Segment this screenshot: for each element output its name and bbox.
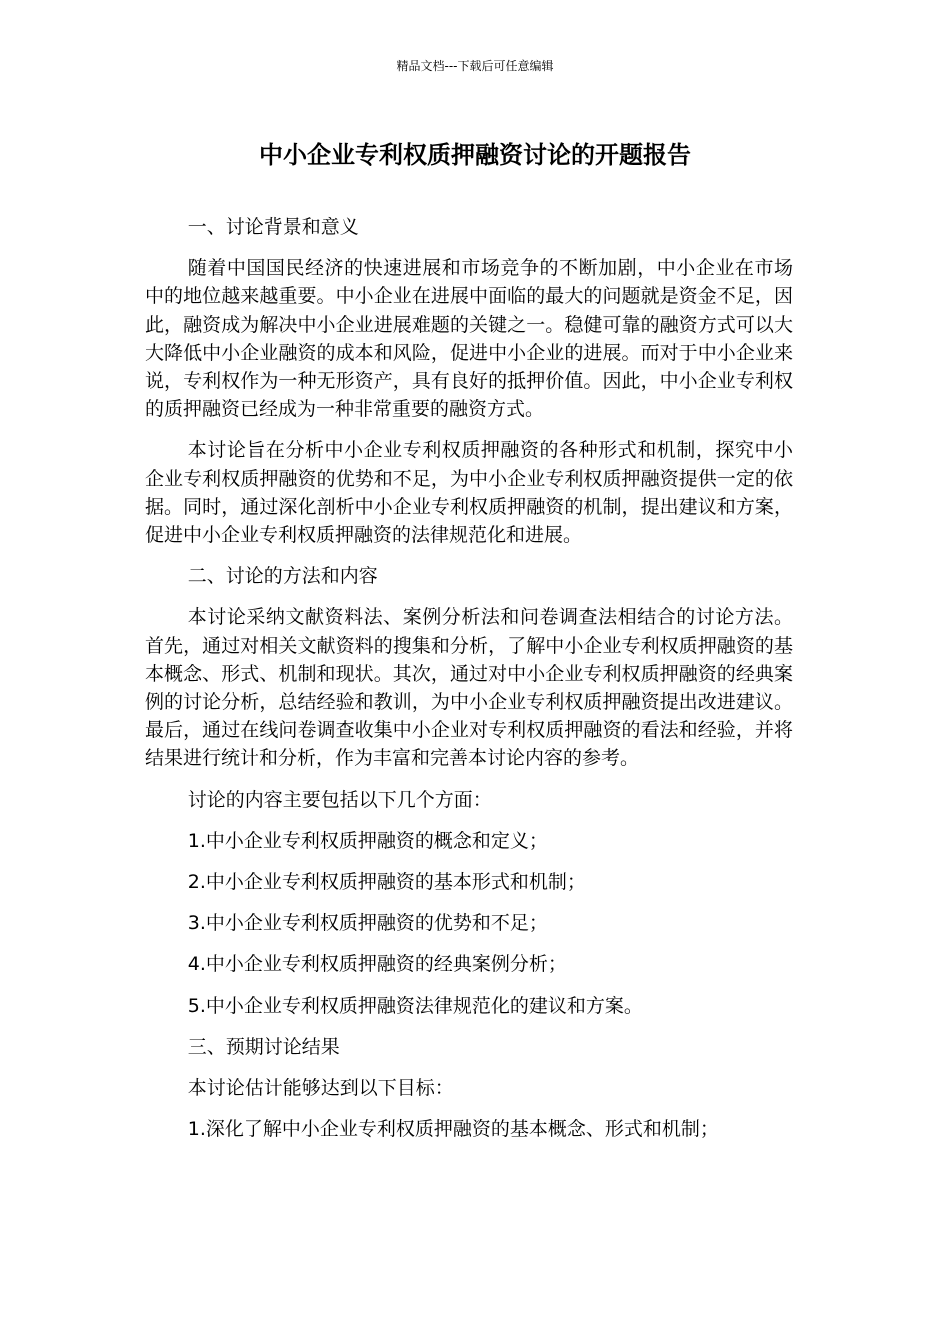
document-title: 中小企业专利权质押融资讨论的开题报告: [259, 141, 691, 169]
paragraph-methods: 本讨论采纳文献资料法、案例分析法和问卷调查法相结合的讨论方法。首先，通过对相关文献资料的搜集和分析，了解中小企业专利权质押融资的基本概念、形式、机制和现状。其次，通过对中小企业专利权质押融资的经典案例的讨论分析，总结经验和教训，为中小企业专利权质押融资提出改进建议。最后，通过在线问卷调查收集中小企业对专利权质押融资的看法和经验，并将结果进行统计和分析，作为丰富和完善本讨论内容的参考。: [145, 606, 793, 770]
section-heading-background: 一、讨论背景和意义: [187, 216, 359, 238]
paragraph-results-intro: 本讨论估计能够达到以下目标：: [187, 1077, 454, 1100]
list-item: 1.中小企业专利权质押融资的概念和定义；: [187, 829, 548, 852]
section-heading-results: 三、预期讨论结果: [187, 1035, 340, 1058]
paragraph-background: 随着中国国民经济的快速进展和市场竞争的不断加剧，中小企业在市场中的地位越来越重要。中小企业在进展中面临的最大的问题就是资金不足，因此，融资成为解决中小企业进展难题的关键之一。稳健可靠的融资方式可以大大降低中小企业融资的成本和风险，促进中小企业的进展。而对于中小企业来说，专利权作为一种无形资产，具有良好的抵押价值。因此，中小企业专利权的质押融资已经成为一种非常重要的融资方式。: [145, 257, 793, 421]
paragraph-content-intro: 讨论的内容主要包括以下几个方面：: [187, 788, 492, 811]
list-item: 2.中小企业专利权质押融资的基本形式和机制；: [187, 871, 586, 894]
section-heading-methods: 二、讨论的方法和内容: [187, 565, 378, 588]
list-item: 3.中小企业专利权质押融资的优势和不足；: [187, 912, 548, 935]
document-body: [145, 213, 793, 1156]
header-note: 精品文档---下载后可任意编辑: [396, 59, 554, 73]
list-item: 4.中小企业专利权质押融资的经典案例分析；: [187, 953, 567, 976]
paragraph-purpose: 本讨论旨在分析中小企业专利权质押融资的各种形式和机制，探究中小企业专利权质押融资的优势和不足，为中小企业专利权质押融资提供一定的依据。同时，通过深化剖析中小企业专利权质押融资的机制，提出建议和方案，促进中小企业专利权质押融资的法律规范化和进展。: [145, 439, 793, 547]
list-item: 5.中小企业专利权质押融资法律规范化的建议和方案。: [187, 994, 643, 1017]
list-item: 1.深化了解中小企业专利权质押融资的基本概念、形式和机制；: [187, 1118, 719, 1141]
